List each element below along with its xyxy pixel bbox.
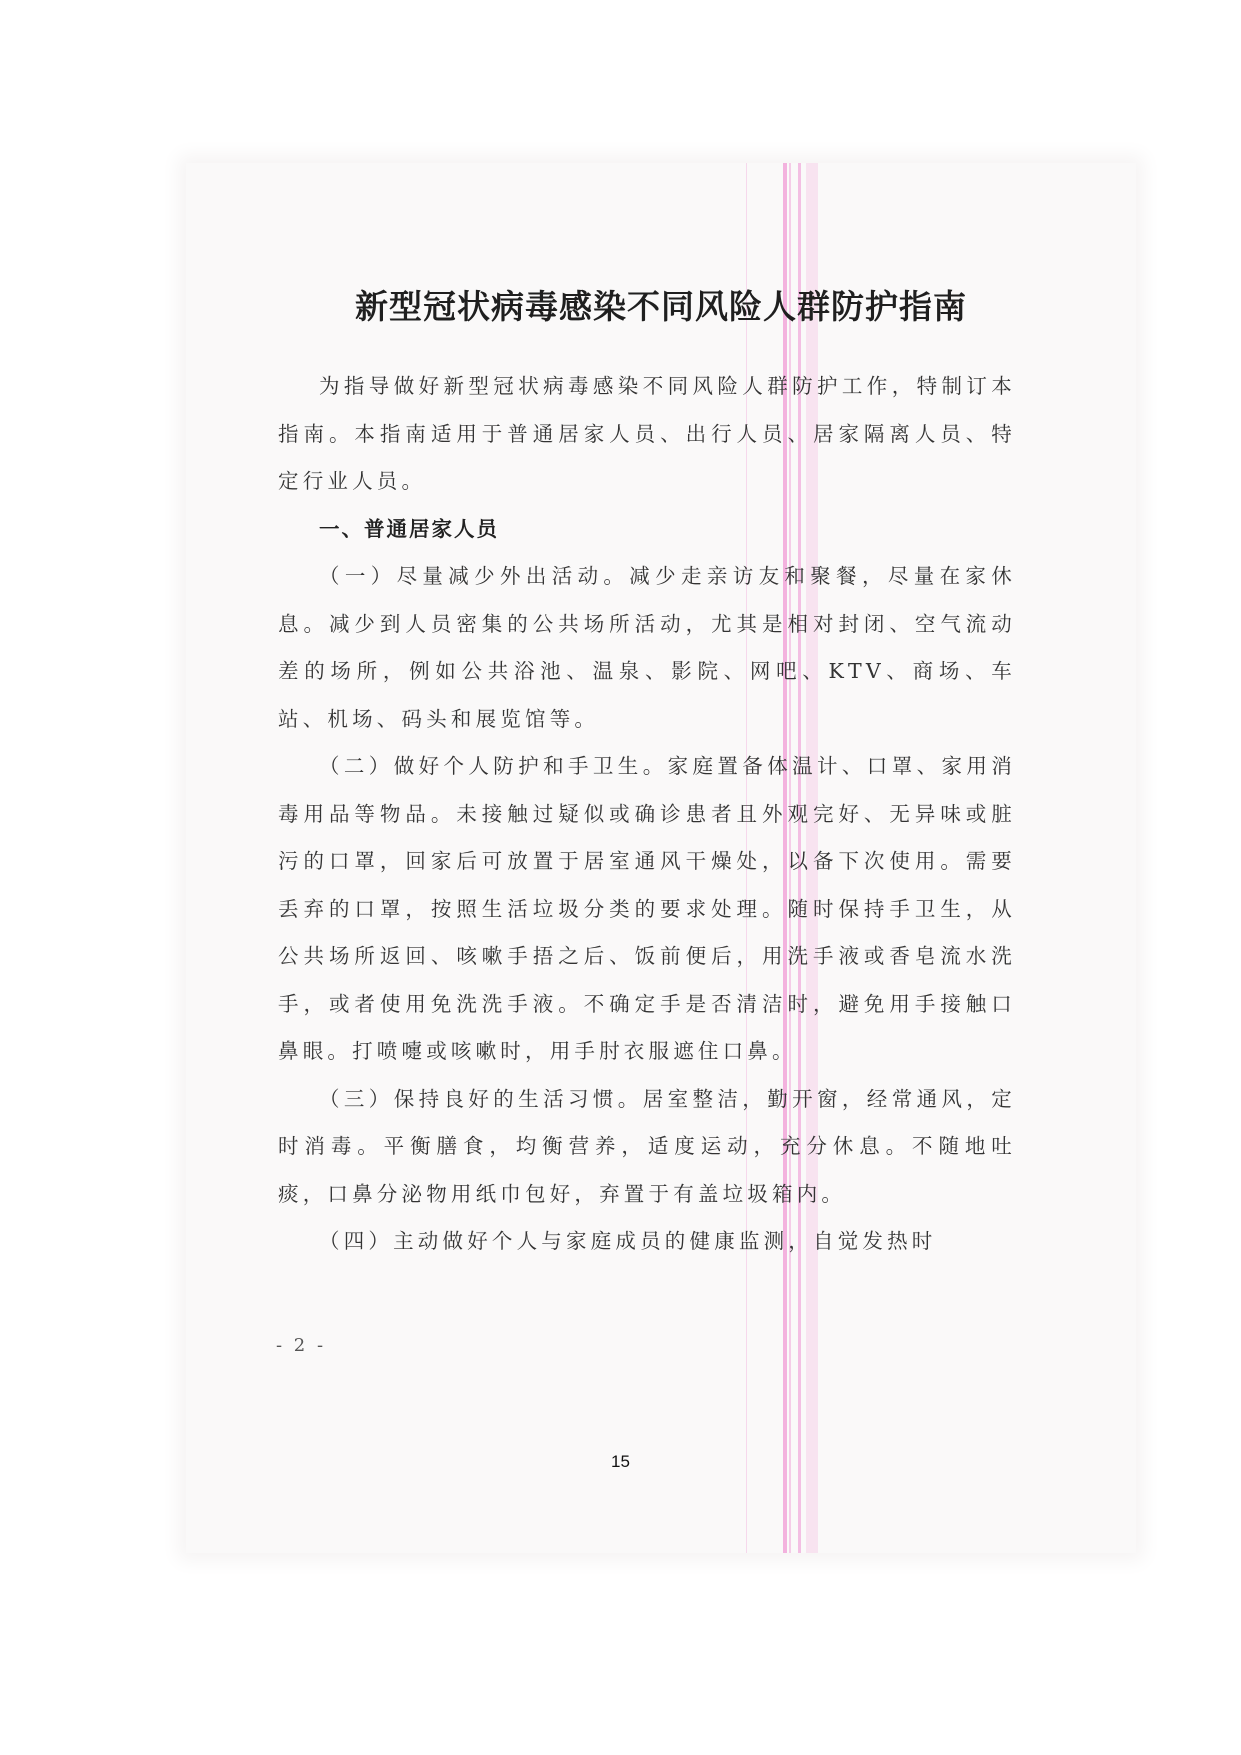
section-heading: 一、普通居家人员: [319, 516, 499, 541]
footer-page-number: 15: [611, 1452, 630, 1471]
scanned-page-number: - 2 -: [276, 1335, 327, 1356]
body-paragraph: （二）做好个人防护和手卫生。家庭置备体温计、口罩、家用消毒用品等物品。未接触过疑似或确诊患者且外观完好、无异味或脏污的口罩，回家后可放置于居室通风干燥处，以备下次使用。需要丢弃的口罩，按照生活垃圾分类的要求处理。随时保持手卫生，从公共场所返回、咳嗽手捂之后、饭前便后，用洗手液或香皂流水洗手，或者使用免洗洗手液。不确定手是否清洁时，避免用手接触口鼻眼。打喷嚏或咳嗽时，用手肘衣服遮住口鼻。: [278, 754, 1016, 1063]
intro-paragraph: 为指导做好新型冠状病毒感染不同风险人群防护工作，特制订本指南。本指南适用于普通居家人员、出行人员、居家隔离人员、特定行业人员。: [278, 374, 1016, 493]
scanned-page: [186, 163, 1136, 1553]
document-body: [278, 363, 1016, 1266]
body-paragraph: （一）尽量减少外出活动。减少走亲访友和聚餐，尽量在家休息。减少到人员密集的公共场所活动，尤其是相对封闭、空气流动差的场所，例如公共浴池、温泉、影院、网吧、KTV、商场、车站、机场、码头和展览馆等。: [278, 564, 1016, 731]
body-paragraph: （三）保持良好的生活习惯。居室整洁，勤开窗，经常通风，定时消毒。平衡膳食，均衡营养，适度运动，充分休息。不随地吐痰，口鼻分泌物用纸巾包好，弃置于有盖垃圾箱内。: [278, 1086, 1016, 1206]
document-title: 新型冠状病毒感染不同风险人群防护指南: [355, 287, 967, 326]
body-paragraph: （四）主动做好个人与家庭成员的健康监测，自觉发热时: [319, 1229, 937, 1253]
